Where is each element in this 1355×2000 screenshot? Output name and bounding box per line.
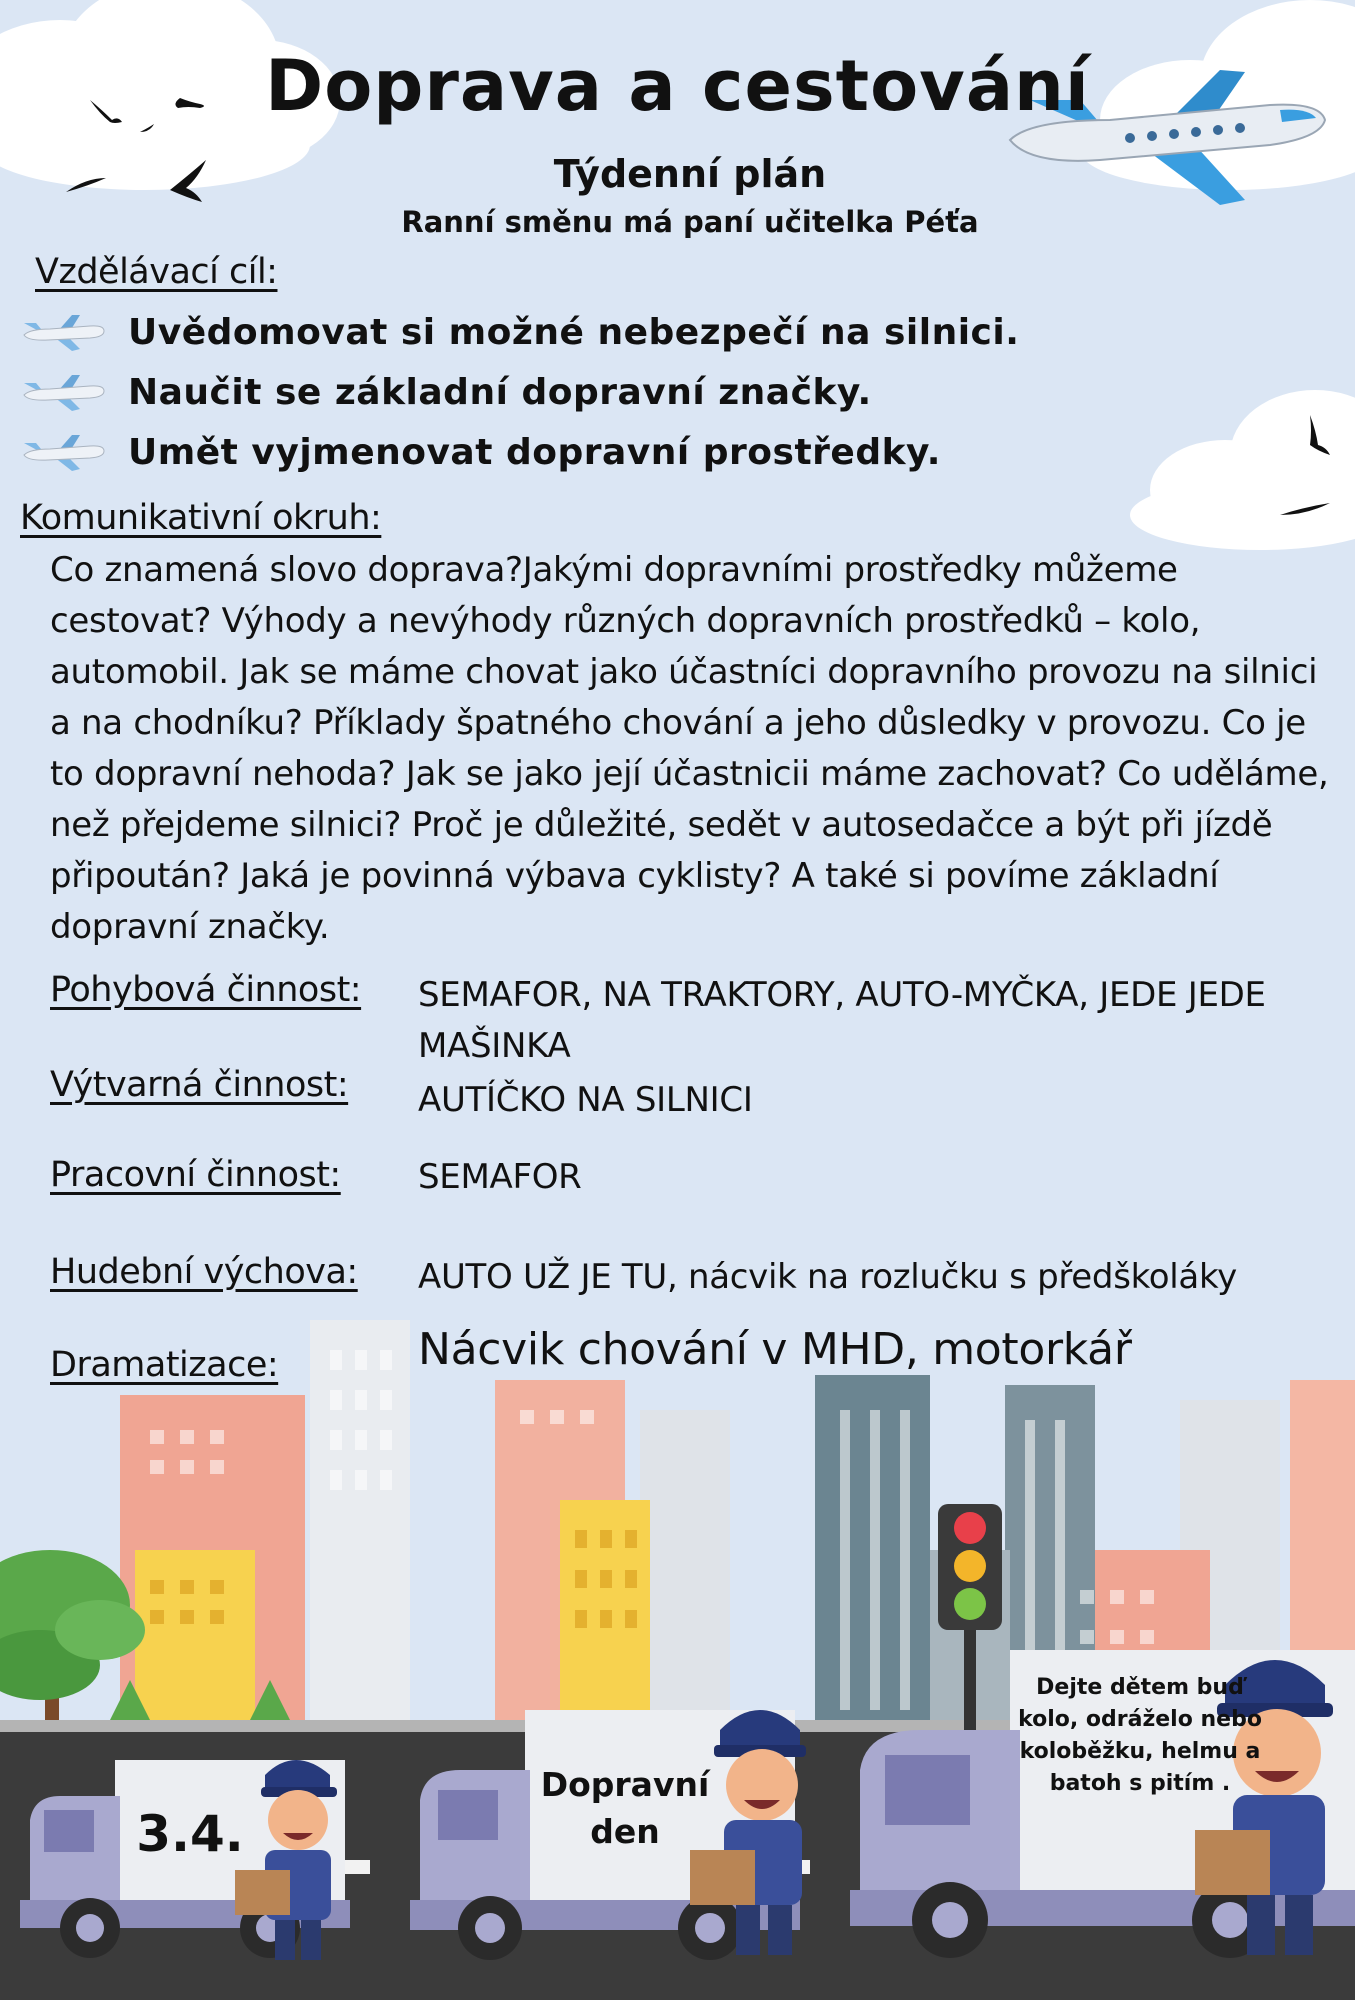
event-name-line2: den <box>590 1812 660 1851</box>
goal-item <box>20 302 1019 362</box>
airplane-icon <box>20 369 106 415</box>
event-date: 3.4. <box>136 1805 244 1863</box>
activity-label-movement: Pohybová činnost: <box>50 970 362 1010</box>
goal-item <box>20 422 941 482</box>
courier-icon <box>235 1745 355 1965</box>
activity-label-art: Výtvarná činnost: <box>50 1065 349 1105</box>
page-subtitle: Týdenní plán <box>553 152 827 196</box>
activity-value-movement: SEMAFOR, NA TRAKTORY, AUTO-MYČKA, JEDE JEDE MAŠINKA <box>418 975 1266 1066</box>
goals-heading: Vzdělávací cíl: <box>35 252 278 292</box>
goal-text: Uvědomovat si možné nebezpečí na silnici. <box>128 311 1020 353</box>
event-note: Dejte dětem buď kolo, odráželo nebo koloběžku, helmu a batoh s pitím . <box>1018 1675 1262 1796</box>
activity-label-music: Hudební výchova: <box>50 1252 358 1292</box>
activity-label-drama: Dramatizace: <box>50 1345 279 1385</box>
communication-heading: Komunikativní okruh: <box>20 498 382 538</box>
activity-value-drama: Nácvik chování v MHD, motorkář <box>418 1324 1132 1375</box>
communication-text: Co znamená slovo doprava?Jakými dopravními prostředky můžeme cestovat? Výhody a nevýhody různých dopravních prostředků – kolo, automobil. Jak se máme chovat jako účastníci dopravního provozu na silnici a na chodníku? Příklady špatného chování a jeho důsledky v provozu. Co je to dopravní nehoda? Jak se jako její účastnicii máme zachovat? Co uděláme, než přejdeme silnici? Proč je důležité, sedět v autosedačce a být při jízdě připoután? Jaká je povinná výbava cyklisty? A také si povíme základní dopravní značky. <box>50 550 1329 947</box>
goal-text: Naučit se základní dopravní značky. <box>128 371 872 413</box>
activity-label-work: Pracovní činnost: <box>50 1155 341 1195</box>
activity-value-work: SEMAFOR <box>418 1157 582 1197</box>
teacher-line: Ranní směnu má paní učitelka Péťa <box>401 205 979 239</box>
airplane-icon <box>20 309 106 355</box>
activity-value-music: AUTO UŽ JE TU, nácvik na rozlučku s předškoláky <box>418 1257 1237 1297</box>
airplane-icon <box>20 429 106 475</box>
activity-value-art: AUTÍČKO NA SILNICI <box>418 1080 753 1120</box>
goal-text: Umět vyjmenovat dopravní prostředky. <box>128 431 941 473</box>
goal-item <box>20 362 872 422</box>
page-title: Doprava a cestování <box>265 45 1090 127</box>
event-name-line1: Dopravní <box>540 1765 710 1804</box>
bird-icon <box>1270 410 1350 530</box>
